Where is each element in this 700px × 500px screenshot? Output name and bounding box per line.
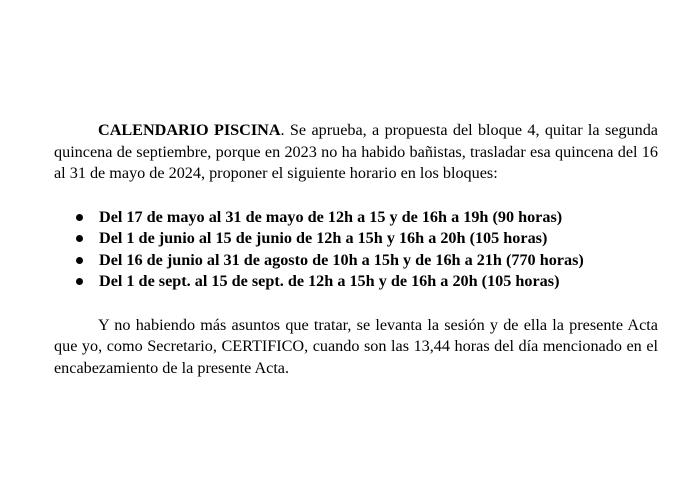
schedule-item — [54, 250, 658, 272]
bullet-icon — [76, 257, 83, 264]
schedule-item-text: Del 16 de junio al 31 de agosto de 10h a 15h y de 16h a 21h (770 horas) — [99, 250, 584, 269]
schedule-item — [54, 207, 658, 229]
schedule-item — [54, 228, 658, 250]
intro-paragraph — [54, 120, 658, 185]
schedule-item-text: Del 1 de junio al 15 de junio de 12h a 15h y 16h a 20h (105 horas) — [99, 229, 548, 248]
schedule-item — [54, 271, 658, 293]
schedule-item-text: Del 17 de mayo al 31 de mayo de 12h a 15 y de 16h a 19h (90 horas) — [99, 207, 563, 226]
intro-text: . Se aprueba, a propuesta del bloque 4, quitar la segunda quincena de septiembre, porque en 2023 no ha habido bañistas, trasladar esa quincena del 16 al 31 de mayo de 2024, proponer el siguiente horario en los bloques: — [54, 121, 658, 182]
bullet-icon — [76, 214, 83, 221]
bullet-icon — [76, 278, 83, 285]
section-heading: CALENDARIO PISCINA — [98, 121, 281, 139]
schedule-list — [54, 207, 658, 293]
bullet-icon — [76, 235, 83, 242]
closing-paragraph: Y no habiendo más asuntos que tratar, se levanta la sesión y de ella la presente Acta que yo, como Secretario, CERTIFICO, cuando son las 13,44 horas del día mencionado en el encabezamiento de la presente Acta. — [54, 315, 658, 377]
schedule-item-text: Del 1 de sept. al 15 de sept. de 12h a 15h y de 16h a 20h (105 horas) — [99, 272, 560, 291]
document-body — [54, 120, 658, 379]
